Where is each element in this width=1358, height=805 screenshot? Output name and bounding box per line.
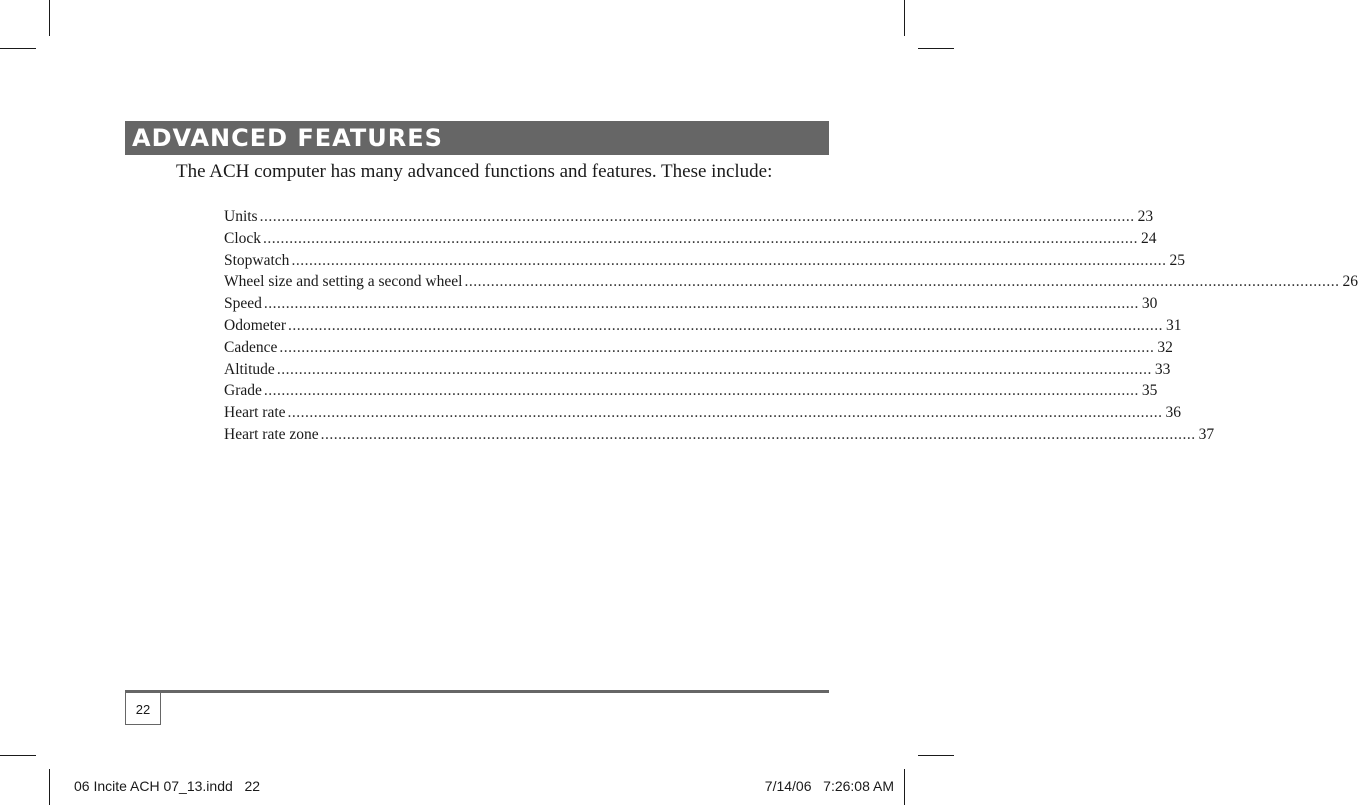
- intro-paragraph: The ACH computer has many advanced functions and features. These include:: [176, 161, 773, 182]
- toc-dot-leader: ........................................................................................................................................................................................................: [276, 360, 1152, 378]
- toc-item-page: 23: [1137, 208, 1154, 225]
- toc-item-label: Altitude: [224, 360, 275, 378]
- toc-dot-leader: ........................................................................................................................................................................................................: [259, 208, 1135, 225]
- page-number: 22: [135, 702, 151, 717]
- toc-item-label: Units: [224, 208, 258, 225]
- toc-dot-leader: ........................................................................................................................................................................................................: [287, 404, 1163, 422]
- page-number-box: [125, 693, 161, 725]
- toc-item-label: Odometer: [224, 316, 286, 334]
- toc-item[interactable]: [224, 337, 1173, 359]
- footer-rule: [125, 690, 829, 693]
- toc-item-label: Grade: [224, 382, 262, 400]
- toc-item-label: Cadence: [224, 338, 278, 356]
- toc-item-page: 24: [1141, 229, 1157, 247]
- toc-item-label: Heart rate: [224, 404, 286, 422]
- toc-dot-leader: ........................................................................................................................................................................................................: [287, 316, 1163, 334]
- toc-item-page: 25: [1169, 251, 1185, 269]
- toc-dot-leader: ........................................................................................................................................................................................................: [291, 251, 1167, 269]
- crop-mark-bottom-right-horizontal: [918, 755, 954, 756]
- toc-item-page: 30: [1141, 295, 1158, 313]
- toc-item-label: Wheel size and setting a second wheel: [224, 273, 463, 291]
- toc-item-page: 26: [1342, 273, 1358, 291]
- toc-item[interactable]: [224, 359, 1171, 381]
- toc-dot-leader: ........................................................................................................................................................................................................: [464, 273, 1340, 291]
- toc-item[interactable]: [224, 402, 1182, 424]
- toc-item-page: 33: [1154, 360, 1171, 378]
- toc-dot-leader: ........................................................................................................................................................................................................: [263, 229, 1139, 247]
- toc-item-page: 31: [1165, 316, 1182, 334]
- section-title: ADVANCED FEATURES: [132, 124, 443, 152]
- crop-mark-bottom-left-horizontal: [0, 755, 36, 756]
- crop-mark-bottom-right-vertical: [904, 769, 905, 805]
- toc-item[interactable]: [224, 293, 1158, 315]
- toc-item-label: Clock: [224, 229, 262, 247]
- crop-mark-top-right-vertical: [904, 0, 905, 36]
- toc-item[interactable]: [224, 206, 1154, 228]
- toc-item[interactable]: [224, 380, 1158, 402]
- toc-item-label: Heart rate zone: [224, 425, 319, 443]
- toc-item[interactable]: [224, 250, 1185, 272]
- toc-item-label: Stopwatch: [224, 251, 290, 269]
- toc-dot-leader: ........................................................................................................................................................................................................: [320, 425, 1196, 443]
- toc-dot-leader: ........................................................................................................................................................................................................: [263, 382, 1139, 400]
- section-banner: [125, 121, 829, 155]
- slug-timestamp: 7/14/06 7:26:08 AM: [764, 778, 894, 794]
- toc-item-label: Speed: [224, 295, 262, 313]
- toc-item[interactable]: [224, 271, 1358, 293]
- crop-mark-top-right-horizontal: [918, 48, 954, 49]
- crop-mark-bottom-left-vertical: [49, 769, 50, 805]
- feature-list: [224, 206, 1358, 446]
- toc-item-page: 37: [1198, 425, 1215, 443]
- crop-mark-top-left-horizontal: [0, 48, 36, 49]
- crop-mark-top-left-vertical: [49, 0, 50, 36]
- toc-dot-leader: ........................................................................................................................................................................................................: [279, 338, 1155, 356]
- slug-filename: 06 Incite ACH 07_13.indd 22: [74, 778, 261, 794]
- toc-item[interactable]: [224, 424, 1215, 446]
- toc-item-page: 32: [1157, 338, 1173, 356]
- toc-item[interactable]: [224, 228, 1157, 250]
- toc-item[interactable]: [224, 315, 1182, 337]
- toc-item-page: 36: [1165, 404, 1182, 422]
- toc-item-page: 35: [1141, 382, 1158, 400]
- toc-dot-leader: ........................................................................................................................................................................................................: [263, 295, 1139, 313]
